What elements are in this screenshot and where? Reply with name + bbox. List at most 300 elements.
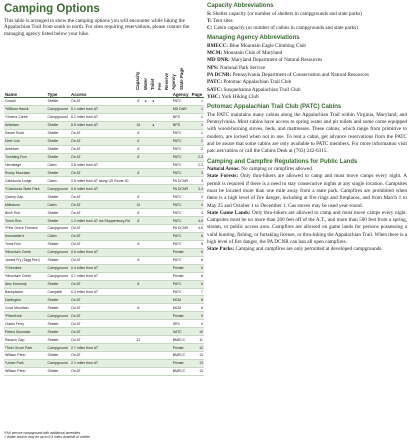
table-cell [157,105,164,113]
table-row [4,344,204,352]
rules-list [207,166,407,254]
table-cell: Quarry Gap [4,193,46,201]
table-cell: On AT [70,352,135,360]
table-cell: *Cherokee [4,264,46,272]
legend-label: State Page [179,67,184,90]
table-row [4,201,204,209]
table-cell [135,328,142,336]
table-cell: Cabin [46,161,70,169]
table-row [4,225,204,233]
table-cell [164,304,171,312]
table-cell: 13 [191,352,204,360]
definition-term: PATC: [207,79,223,86]
table-cell: On AT [70,336,135,344]
table-cell [149,169,156,177]
table-cell [157,240,164,248]
table-cell [164,320,171,328]
table-cell: Campsite [46,288,70,296]
table-cell: Private [172,312,191,320]
table-cell: *Owens Creek [4,113,46,121]
table-cell: 5 [191,240,204,248]
definition-text: Only thru-hikers are allowed to camp and must move camps every night. A permit is required if there is a need to stay consecutive nights at any single location. Campsites must be located more than one mile away from a state park. Campfires are prohibited when there is a high level of fire danger, including at fire rings and fireplaces, and from March 1 to May 25 and October 1 to December 1. Gas stoves may be used year-round. [207,173,407,209]
agency-list [207,43,407,101]
table-row [4,145,204,153]
definition-text: Camping and campfires are only permitted at developed campgrounds. [234,246,383,253]
table-cell: Shelter [46,336,70,344]
table-cell [149,296,156,304]
table-row [4,129,204,137]
table-cell: Cabin [46,201,70,209]
table-cell: 0.4 miles from AT [70,264,135,272]
table-cell: 8 [135,98,142,106]
table-cell: Alec Kennedy [4,280,46,288]
legend-label: Fee [157,82,162,90]
table-cell [164,296,171,304]
definition-term: SATC: [207,86,223,93]
table-cell [157,185,164,193]
table-cell [135,264,142,272]
column-header: Access [70,91,135,98]
table-cell [164,344,171,352]
table-cell: Birch Run [4,209,46,217]
left-column [4,3,204,40]
definition-line [207,210,407,246]
table-cell: On AT [70,312,135,320]
table-cell [149,288,156,296]
table-cell [135,359,142,367]
definition-line [207,11,407,18]
definition-term: YHC: [207,93,221,100]
table-cell [157,137,164,145]
table-cell [142,225,149,233]
table-cell: 1.2 miles from AT via Stoppenburg Rd [70,217,135,225]
table-cell: On AT [70,280,135,288]
table-cell: 2.7 miles from AT [70,344,135,352]
table-cell: 8 [135,153,142,161]
table-cell: PATC [172,240,191,248]
table-cell: 1 [191,98,204,106]
table-cell: Raven Rock [4,129,46,137]
column-header: Name [4,91,46,98]
table-cell [149,344,156,352]
table-cell: MCM [172,296,191,304]
table-cell: ● [142,98,149,106]
table-cell [149,232,156,240]
table-cell: 4 [191,201,204,209]
table-cell: *Riverfront [4,312,46,320]
table-cell [157,98,164,106]
table-cell [157,328,164,336]
table-cell [135,232,142,240]
table-cell: PATC [172,193,191,201]
table-cell: On AT [70,129,135,137]
table-row [4,153,204,161]
table-cell: MCM [172,304,191,312]
definition-term: Natural Areas: [207,166,240,173]
table-cell [157,161,164,169]
table-cell: PATC [172,137,191,145]
table-cell: On AT [70,225,135,233]
table-cell: 8 [135,209,142,217]
legend-label: Agency [171,74,176,90]
table-cell [142,288,149,296]
table-cell [149,304,156,312]
definition-text: Maryland Department of Natural Resources [229,57,323,64]
table-row [4,98,204,106]
table-cell: *Caledonia State Park [4,185,46,193]
table-cell: 1 [191,121,204,129]
table-cell: Cabin [46,232,70,240]
table-cell: Darlington [4,296,46,304]
table-cell [149,359,156,367]
legend-label: Capacity [135,71,140,90]
table-row [4,209,204,217]
definition-text: Tent sites [211,17,233,24]
patc-heading: Potomac Appalachian Trail Club (PATC) Cabins [207,104,342,111]
table-cell: 2-3 [191,161,204,169]
right-column [207,3,407,254]
table-cell [164,352,171,360]
table-cell: Shelter [46,209,70,217]
table-cell: PATC [172,153,191,161]
table-cell: Shelter [46,169,70,177]
table-cell: On AT [70,367,135,375]
table-cell: PATC [172,232,191,240]
table-cell: 0.3 miles from AT [70,288,135,296]
table-cell: 0.5 miles from AT [70,248,135,256]
table-cell [157,225,164,233]
table-cell: 2 [191,145,204,153]
table-cell: PATC [172,169,191,177]
table-cell: PATC [172,288,191,296]
table-row [4,359,204,367]
table-cell [135,272,142,280]
table-cell [164,272,171,280]
table-cell: 6 [191,272,204,280]
table-cell: Caledonia Lodge [4,177,46,185]
table-cell [142,193,149,201]
table-cell: 2.1 miles from AT [70,359,135,367]
table-cell [157,193,164,201]
table-cell: ● [149,121,156,129]
table-cell: 3-4 [191,185,204,193]
table-row [4,352,204,360]
table-cell [135,288,142,296]
table-cell: BMECC [172,367,191,375]
agency-heading: Managing Agency Abbreviations [207,35,300,42]
table-cell [157,209,164,217]
table-cell: 10 [136,202,141,207]
table-cell [135,296,142,304]
table-cell: PA DCNR [172,185,191,193]
table-cell [149,280,156,288]
table-cell [164,137,171,145]
table-cell [157,248,164,256]
table-cell [142,264,149,272]
table-cell: On AT [70,296,135,304]
table-cell: 5.1 miles from AT [70,105,135,113]
table-cell [142,129,149,137]
column-header: Agency [172,91,191,98]
table-cell: Shelter [46,320,70,328]
table-cell: *Union Park [4,359,46,367]
table-cell: 0.8 miles from AT along US Route 30 [70,177,135,185]
table-cell: *William Hauck [4,105,46,113]
table-row [4,280,204,288]
table-cell [157,217,164,225]
table-cell: *Mountain Creek [4,272,46,280]
table-cell: Shelter [46,280,70,288]
table-cell: PATC [172,129,191,137]
table-cell: 9 [191,312,204,320]
table-cell [142,328,149,336]
table-cell [142,153,149,161]
table-cell: 8 [191,296,204,304]
table-cell: 8 [135,256,142,264]
column-header: Page [191,91,203,97]
table-cell [142,344,149,352]
table-cell [142,201,149,209]
table-cell: BMECC [172,336,191,344]
table-cell [157,113,164,121]
table-cell [164,359,171,367]
table-cell [135,113,142,121]
table-cell [164,129,171,137]
table-cell: Antietam [4,145,46,153]
table-row [4,193,204,201]
table-cell [135,312,142,320]
table-cell: Shelter [46,217,70,225]
table-cell [157,288,164,296]
table-cell [142,256,149,264]
definition-term: State Parks: [207,246,235,253]
table-cell: Peters Mountain [4,328,46,336]
table-cell [164,264,171,272]
table-cell [149,217,156,225]
table-cell: 7 [191,288,204,296]
table-cell: Hermitage [4,161,46,169]
definition-term: C: [207,25,213,32]
table-cell: 6.5 miles from AT [70,121,135,129]
table-cell: Shelter [46,240,70,248]
table-cell: Campground [46,344,70,352]
table-cell: Deer Lick [4,137,46,145]
table-cell [164,312,171,320]
table-cell: 3 [191,169,204,177]
table-cell [164,217,171,225]
table-cell: James Fry (Tagg Run) [4,256,46,264]
table-cell: On AT [70,256,135,264]
table-cell [157,296,164,304]
table-cell: 8 [135,240,142,248]
table-cell: 6 [191,256,204,264]
table-cell: Antietam [4,121,46,129]
table-cell [142,185,149,193]
camping-table [4,91,204,376]
table-cell: Shelter [46,98,70,106]
table-cell [135,352,142,360]
footnotes [4,432,204,440]
table-row [4,256,204,264]
table-cell: On AT [70,328,135,336]
table-cell: William Penn [4,367,46,375]
table-cell [142,121,149,129]
table-cell: Campground [46,359,70,367]
definition-line [207,65,407,72]
table-cell [149,320,156,328]
table-cell [149,153,156,161]
table-cell: 8 [135,217,142,225]
table-cell: NPS [172,113,191,121]
definition-line [207,79,407,86]
table-cell [157,129,164,137]
table-cell [142,177,149,185]
table-cell [149,352,156,360]
table-cell: Private [172,359,191,367]
table-cell [142,336,149,344]
table-cell: PATC [172,280,191,288]
table-row [4,367,204,375]
table-cell: NPS [172,121,191,129]
definition-line [207,173,407,209]
legend-label: Water [143,77,148,90]
table-cell: Cove Mountain [4,304,46,312]
table-cell [157,352,164,360]
table-cell: PATC [172,217,191,225]
table-cell: 4-5 [191,225,204,233]
table-cell: Shelter [46,352,70,360]
table-cell: Tom's Run [4,217,46,225]
table-cell: Shelter [46,137,70,145]
table-row [4,185,204,193]
table-row [4,240,204,248]
table-cell [142,359,149,367]
table-cell: Tumbling Run [4,153,46,161]
table-cell [164,145,171,153]
table-cell: 12 [191,344,204,352]
table-cell: 8 [135,145,142,153]
table-cell [149,161,156,169]
table-cell [157,312,164,320]
table-cell [135,344,142,352]
table-cell [157,264,164,272]
table-cell [164,280,171,288]
table-cell: SRC [172,320,191,328]
table-cell [164,256,171,264]
table-row [4,137,204,145]
table-cell: On AT [70,209,135,217]
table-cell: Private [172,272,191,280]
table-cell [149,272,156,280]
table-cell: On AT [70,320,135,328]
definition-term: PA DCNR: [207,72,232,79]
definition-text: No camping or campfires allowed. [239,166,314,173]
table-cell [149,177,156,185]
table-cell [142,145,149,153]
definition-text: Cabin capacity (or number of cabins in campgrounds and state parks) [212,25,358,32]
table-cell: William Penn [4,352,46,360]
table-cell [149,312,156,320]
table-cell: 0.7 miles from AT [70,272,135,280]
table-row [4,336,204,344]
table-cell: Shelter [46,328,70,336]
definition-term: S: [207,10,212,17]
table-row [4,296,204,304]
table-cell [142,272,149,280]
table-cell [149,113,156,121]
table-row [4,113,204,121]
table-cell [164,201,171,209]
table-cell [164,98,171,106]
table-cell: 0.6 miles from AT [70,185,135,193]
table-cell: Milesburn [4,201,46,209]
definition-text: York Hiking Club [220,93,259,100]
definition-line [207,166,407,173]
definition-line [207,72,407,79]
table-cell: 10 [191,328,204,336]
table-cell [149,209,156,217]
table-cell [135,225,142,233]
table-cell: On AT [70,98,135,106]
table-cell: 8 [135,280,142,288]
definition-line [207,25,407,32]
table-cell: 4 [191,193,204,201]
table-cell: PATC [172,201,191,209]
table-cell: On AT [70,153,135,161]
table-cell: 1 [191,137,204,145]
table-cell: Campground [46,113,70,121]
table-cell [142,209,149,217]
definition-text: Only thru-hikers are allowed to camp and must move camps every night. Campsites must be no more than 200 feet off of the A.T., and more than 500 feet from a spring, stream, or public access area. Campfires are allowed on game lands for persons possessing a valid hunting, fishing, or furtaking license, or thru-hiking the Appalachian Trail. When there is a high level of fire danger, the PA DCNR can ban all open campfires. [207,209,407,246]
definition-text: Potomac Appalachian Trail Club [222,79,292,86]
table-row [4,304,204,312]
table-cell: PATC [172,98,191,106]
table-cell: On AT [70,193,135,201]
table-cell: Rausch Gap [4,336,46,344]
table-cell: 3 [191,177,204,185]
table-cell: Clarks Ferry [4,320,46,328]
table-cell [149,248,156,256]
table-cell: 2-3 [191,153,204,161]
definition-term: State Forests: [207,173,239,180]
table-row [4,161,204,169]
table-cell [164,225,171,233]
table-cell: 5 [191,248,204,256]
table-cell [157,169,164,177]
table-row [4,232,204,240]
table-row [4,320,204,328]
table-cell: On AT [70,240,135,248]
table-cell: Shelter [46,304,70,312]
table-cell: Shelter [46,121,70,129]
table-cell [157,336,164,344]
table-cell [157,153,164,161]
table-cell [164,248,171,256]
table-cell: Campground [46,312,70,320]
definition-line [207,94,407,101]
table-cell: Shelter [46,367,70,375]
table-cell [135,248,142,256]
table-cell [157,232,164,240]
table-cell: *Mountain Creek [4,248,46,256]
table-cell: Campground [46,185,70,193]
table-cell [164,232,171,240]
table-cell [164,121,171,129]
table-cell: Campground [46,248,70,256]
table-cell [149,336,156,344]
table-cell: Toms Run [4,240,46,248]
intro-text: This table is arranged to show the camping options you will encounter while hiking the Appalachian Trail from south to north. For sites requiring reservations, please contact the managing agency listed below your hike. [4,18,190,37]
